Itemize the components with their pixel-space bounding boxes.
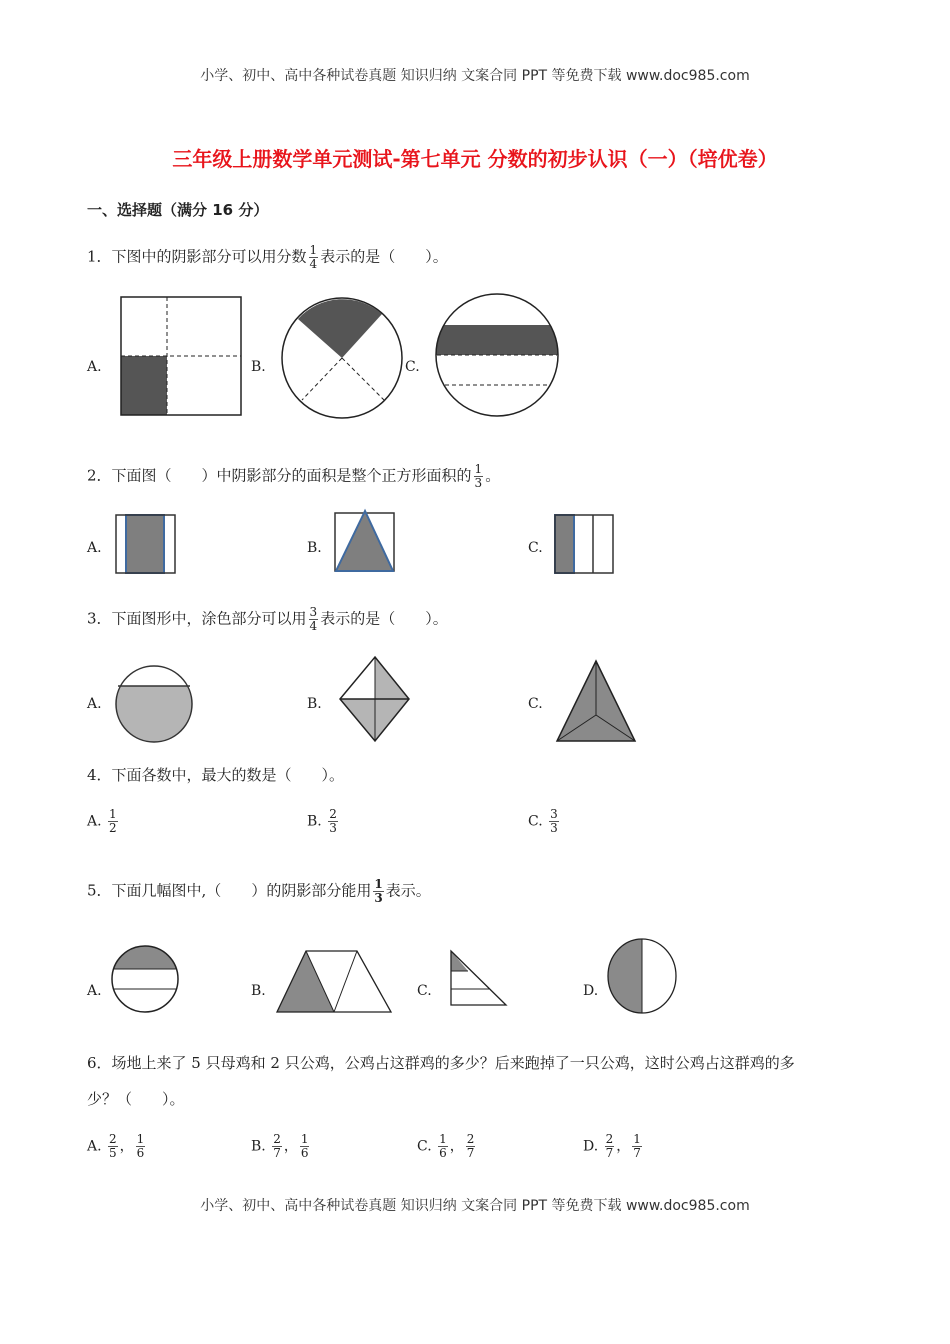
numerator: 3 — [309, 605, 318, 619]
figure-q5-b — [277, 951, 391, 1012]
denominator: 3 — [550, 821, 558, 835]
question-6-line-2: 少？（ ）。 — [87, 1090, 185, 1108]
denominator: 3 — [374, 891, 383, 905]
numerator: 1 — [633, 1132, 641, 1146]
section-heading: 一、选择题（满分 16 分） — [87, 201, 269, 219]
numerator: 2 — [605, 1132, 614, 1146]
page-header: 小学、初中、高中各种试卷真题 知识归纳 文案合同 PPT 等免费下载 www.doc985.com — [200, 68, 750, 84]
option-label-b[interactable]: B. — [251, 983, 266, 999]
denominator: 6 — [439, 1146, 447, 1160]
numerator: 1 — [300, 1132, 309, 1146]
figure-q3-c — [557, 661, 635, 741]
option-label: A. — [87, 813, 102, 830]
option-b[interactable] — [307, 808, 340, 835]
fraction — [328, 808, 338, 835]
denominator: 7 — [605, 1146, 614, 1160]
fraction — [373, 878, 383, 905]
option-label-b[interactable]: B. — [307, 540, 322, 556]
denominator: 3 — [474, 476, 483, 490]
numerator: 2 — [466, 1132, 475, 1146]
fraction — [474, 463, 484, 490]
option-label: B. — [307, 813, 322, 830]
option-label-a[interactable]: A. — [87, 983, 102, 999]
option-d[interactable]: D. $\frac{2}{7}$ ， $\frac{1}{7}$ — [583, 1132, 641, 1160]
denominator: 5 — [109, 1146, 117, 1160]
figure-q1-a — [121, 297, 241, 415]
option-label-c[interactable]: C. — [528, 540, 543, 556]
numerator: 1 — [439, 1132, 447, 1146]
fraction — [605, 1133, 615, 1160]
denominator: 7 — [466, 1146, 475, 1160]
fraction — [632, 1133, 642, 1160]
numerator: 1 — [309, 243, 318, 257]
option-label-a[interactable]: A. — [87, 696, 102, 712]
option-label: D. — [583, 1138, 599, 1155]
numerator: 1 — [136, 1132, 145, 1146]
option-label-a[interactable]: A. — [87, 359, 102, 375]
option-c[interactable]: C. $\frac{1}{6}$ ， $\frac{2}{7}$ — [417, 1132, 475, 1160]
numerator: 1 — [109, 807, 117, 821]
q5-text-after: 表示。 — [385, 881, 431, 900]
question-2 — [87, 463, 500, 490]
option-label: A. — [87, 1138, 102, 1155]
q3-text: 3．下面图形中，涂色部分可以用 — [87, 609, 307, 628]
option-a[interactable] — [87, 808, 120, 835]
figure-q1-c — [430, 294, 570, 416]
fraction — [300, 1133, 310, 1160]
fraction — [309, 606, 319, 633]
denominator: 6 — [136, 1146, 145, 1160]
q1-text-after: 表示的是（ ）。 — [320, 247, 448, 266]
question-5 — [87, 878, 431, 905]
option-label-c[interactable]: C. — [405, 359, 420, 375]
option-label: C. — [417, 1138, 432, 1155]
page-footer: 小学、初中、高中各种试卷真题 知识归纳 文案合同 PPT 等免费下载 www.doc985.com — [200, 1198, 750, 1214]
option-label-d[interactable]: D. — [583, 983, 599, 999]
option-label-b[interactable]: B. — [251, 359, 266, 375]
fraction — [108, 808, 118, 835]
option-label-c[interactable]: C. — [417, 983, 432, 999]
option-label-b[interactable]: B. — [307, 696, 322, 712]
option-a[interactable]: A. $\frac{2}{5}$ ， $\frac{1}{6}$ — [87, 1132, 145, 1160]
numerator: 1 — [374, 877, 383, 891]
fraction — [108, 1133, 118, 1160]
q1-text: 1．下图中的阴影部分可以用分数 — [87, 247, 307, 266]
figure-q1-b — [282, 298, 402, 418]
denominator: 4 — [309, 257, 318, 271]
fraction — [466, 1133, 476, 1160]
figure-q5-a — [110, 940, 180, 1012]
option-label: B. — [251, 1138, 266, 1155]
denominator: 7 — [633, 1146, 641, 1160]
denominator: 2 — [109, 821, 117, 835]
figure-q5-c — [451, 951, 506, 1005]
question-6-line-1: 6．场地上来了 5 只母鸡和 2 只公鸡，公鸡占这群鸡的多少？后来跑掉了一只公鸡，这时公鸡占这群鸡的多 — [87, 1054, 795, 1072]
figure-q3-a — [110, 666, 200, 746]
option-label: C. — [528, 813, 543, 830]
q2-text-after: 。 — [485, 466, 501, 485]
figure-q2-b — [335, 511, 394, 571]
q2-text: 2．下面图（ ）中阴影部分的面积是整个正方形面积的 — [87, 466, 472, 485]
fraction — [438, 1133, 448, 1160]
question-3 — [87, 606, 448, 633]
option-label-a[interactable]: A. — [87, 540, 102, 556]
denominator: 4 — [309, 619, 318, 633]
fraction — [136, 1133, 146, 1160]
denominator: 6 — [300, 1146, 309, 1160]
numerator: 1 — [474, 462, 483, 476]
figure-q5-d — [608, 939, 676, 1013]
figure-q2-c — [555, 515, 613, 573]
numerator: 2 — [329, 807, 337, 821]
figure-q3-b — [340, 657, 409, 741]
fraction — [549, 808, 559, 835]
option-label-c[interactable]: C. — [528, 696, 543, 712]
fraction — [272, 1133, 282, 1160]
document-title: 三年级上册数学单元测试-第七单元 分数的初步认识（一）（培优卷） — [172, 147, 778, 171]
option-c[interactable] — [528, 808, 561, 835]
numerator: 3 — [550, 807, 558, 821]
numerator: 2 — [109, 1132, 117, 1146]
question-4: 4．下面各数中，最大的数是（ ）。 — [87, 766, 345, 784]
denominator: 3 — [329, 821, 337, 835]
denominator: 7 — [273, 1146, 281, 1160]
q5-text: 5．下面几幅图中,（ ）的阴影部分能用 — [87, 881, 372, 900]
option-b[interactable]: B. $\frac{2}{7}$ ， $\frac{1}{6}$ — [251, 1132, 309, 1160]
figure-q2-a — [116, 515, 175, 573]
q3-text-after: 表示的是（ ）。 — [320, 609, 448, 628]
numerator: 2 — [273, 1132, 281, 1146]
